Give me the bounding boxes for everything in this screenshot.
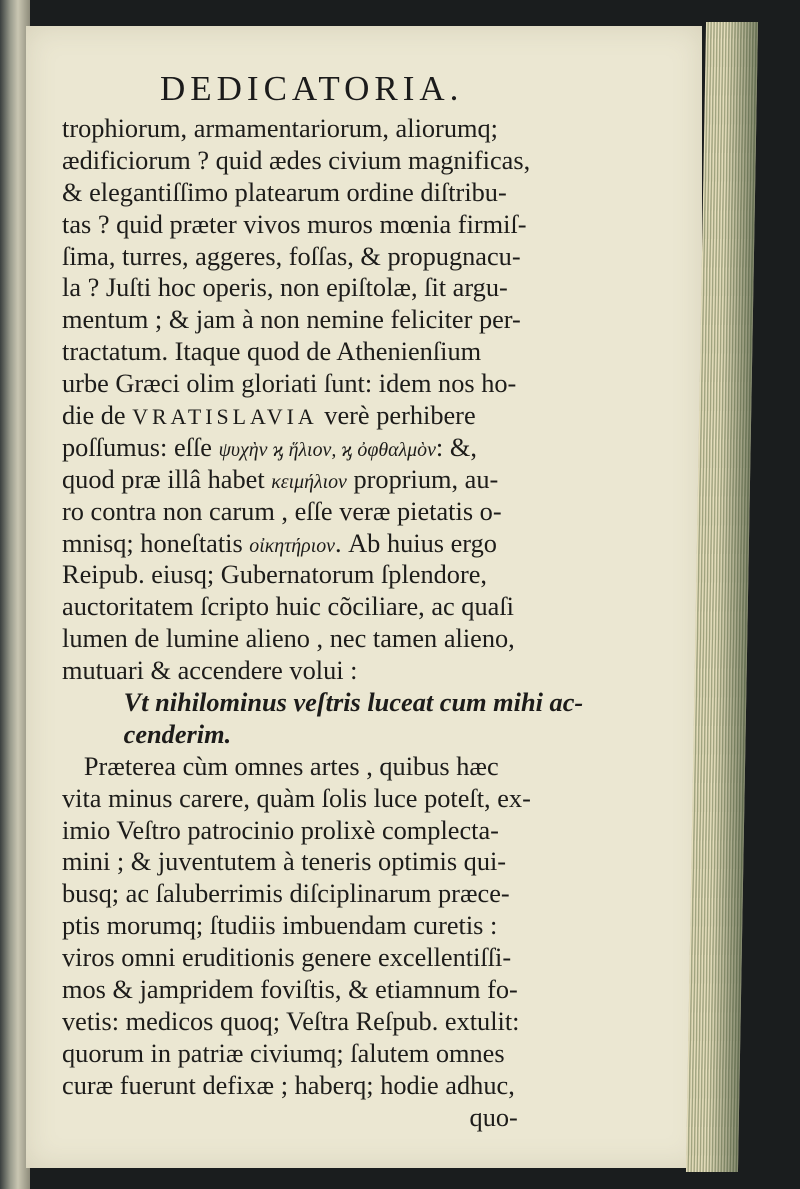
text-line	[62, 974, 698, 1006]
text-line	[62, 559, 698, 591]
text-segment: mutuari & accendere volui :	[62, 655, 358, 686]
text-segment: . Ab huius ergo	[334, 527, 497, 558]
text-segment: busq; ac ſaluberrimis diſciplinarum præce-	[62, 878, 510, 909]
text-segment: lumen de lumine alieno , nec tamen alieno,	[62, 623, 515, 654]
text-segment: ſima, turres, aggeres, foſſas, & propugnacu-	[62, 240, 521, 271]
text-line	[62, 177, 698, 209]
text-segment: die de	[62, 400, 133, 431]
text-line	[62, 464, 698, 496]
text-segment: proprium, au-	[346, 463, 499, 494]
text-line	[62, 846, 698, 878]
text-segment: poſſumus: eſſe	[62, 431, 219, 462]
text-line	[62, 815, 698, 847]
text-segment: curæ fuerunt defixæ ; haberq; hodie adhuc,	[62, 1069, 515, 1100]
text-line	[62, 655, 698, 687]
text-line	[62, 591, 698, 623]
text-line	[62, 719, 698, 751]
text-segment: mos & jampridem foviſtis, & etiamnum fo-	[62, 974, 518, 1005]
text-segment: Præterea cùm omnes artes , quibus hæc	[83, 750, 499, 781]
text-line	[62, 1006, 698, 1038]
text-segment: tas ? quid præter vivos muros mœnia firmiſ-	[62, 208, 527, 239]
text-segment: cenderim.	[123, 718, 232, 749]
text-segment: trophiorum, armamentariorum, aliorumq;	[62, 113, 498, 143]
text-line	[62, 1038, 698, 1070]
text-segment: vetis: medicos quoq; Veſtra Reſpub. extulit:	[62, 1005, 520, 1036]
text-line	[62, 272, 698, 304]
text-segment: quo-	[469, 1101, 518, 1132]
text-segment: Reipub. eiusq; Gubernatorum ſplendore,	[62, 559, 488, 590]
text-segment: κειμήλιον	[271, 470, 347, 493]
text-line	[62, 783, 698, 815]
text-line	[62, 910, 698, 942]
text-line	[62, 368, 698, 400]
text-line	[62, 113, 698, 145]
text-line	[62, 1102, 698, 1134]
text-segment: & elegantiſſimo platearum ordine diſtribu-	[62, 176, 507, 207]
text-line	[62, 1070, 698, 1102]
running-head: DEDICATORIA.	[160, 69, 464, 108]
text-segment: tractatum. Itaque quod de Athenienſium	[62, 336, 482, 367]
text-segment: : &,	[435, 431, 477, 462]
text-line	[62, 241, 698, 273]
text-line	[62, 496, 698, 528]
text-segment: ptis morumq; ſtudiis imbuendam curetis :	[62, 910, 498, 941]
text-segment: auctoritatem ſcripto huic cõciliare, ac quaſi	[62, 591, 514, 622]
text-line	[62, 942, 698, 974]
text-segment: mnisq; honeſtatis	[62, 527, 250, 558]
text-segment: mini ; & juventutem à teneris optimis qui-	[62, 846, 507, 877]
text-segment: Vt nihilominus veſtris luceat cum mihi ac-	[123, 687, 584, 718]
text-line	[62, 687, 698, 719]
text-segment: VRATISLAVIA	[132, 404, 318, 430]
text-segment: quod præ illâ habet	[62, 463, 272, 494]
text-segment: ædificiorum ? quid ædes civium magnificas,	[62, 144, 531, 175]
text-segment: la ? Juſti hoc operis, non epiſtolæ, ſit argu-	[62, 272, 508, 303]
body-text	[62, 113, 702, 1134]
text-segment: οἰκητήριον	[249, 534, 335, 557]
text-segment: ro contra non carum , eſſe veræ pietatis o-	[62, 495, 502, 526]
text-segment: urbe Græci olim gloriati ſunt: idem nos ho-	[62, 368, 517, 399]
text-line	[62, 528, 698, 560]
text-segment: vita minus carere, quàm ſolis luce poteſt, ex-	[62, 782, 531, 813]
text-segment: quorum in patriæ civiumq; ſalutem omnes	[62, 1037, 505, 1068]
text-segment: mentum ; & jam à non nemine feliciter per-	[62, 304, 521, 335]
text-segment: ψυχὴν ϗ ἥλιον, ϗ ὀφθαλμὸν	[218, 438, 436, 461]
text-line	[62, 400, 698, 432]
text-line	[62, 336, 698, 368]
text-segment: verè perhibere	[317, 400, 476, 431]
text-segment: imio Veſtro patrocinio prolixè complecta-	[62, 814, 499, 845]
text-line	[62, 304, 698, 336]
text-line	[62, 209, 698, 241]
text-line	[62, 145, 698, 177]
text-line	[62, 751, 698, 783]
text-segment: viros omni eruditionis genere excellentiſſi-	[62, 942, 512, 973]
text-line	[62, 623, 698, 655]
text-line	[62, 878, 698, 910]
text-line	[62, 432, 698, 464]
